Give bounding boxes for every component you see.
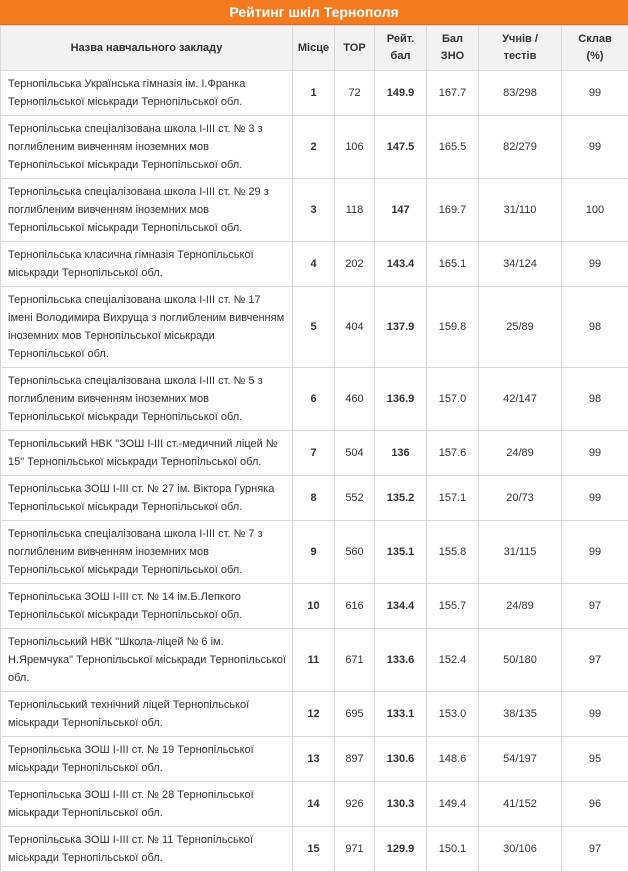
table-row [1,71,628,116]
top-cell: 118 [335,179,375,242]
top-cell: 560 [335,521,375,584]
zno-cell: 169.7 [427,179,479,242]
rating-cell: 137.9 [375,287,427,368]
top-cell: 404 [335,287,375,368]
rating-cell: 136.9 [375,368,427,431]
place-cell: 4 [293,242,335,287]
students-cell: 25/89 [479,287,562,368]
rating-cell: 135.1 [375,521,427,584]
place-cell: 5 [293,287,335,368]
top-cell: 552 [335,476,375,521]
pass-cell: 99 [562,242,628,287]
school-name-cell: Тернопільська ЗОШ І-ІІІ ст. № 19 Тернопільської міськради Тернопільської обл. [1,737,293,782]
rating-cell: 147 [375,179,427,242]
place-cell: 2 [293,116,335,179]
zno-cell: 165.5 [427,116,479,179]
zno-cell: 153.0 [427,692,479,737]
zno-cell: 152.4 [427,629,479,692]
top-cell: 671 [335,629,375,692]
students-cell: 82/279 [479,116,562,179]
school-name-cell: Тернопільська ЗОШ І-ІІІ ст. № 11 Тернопільської міськради Тернопільської обл. [1,827,293,872]
school-name-cell: Тернопільська класична гімназія Тернопільської міськради Тернопільської обл. [1,242,293,287]
header-place: Місце [293,26,335,71]
students-cell: 34/124 [479,242,562,287]
zno-cell: 157.6 [427,431,479,476]
zno-cell: 155.7 [427,584,479,629]
table-header-row [1,26,628,71]
table-body [1,71,628,872]
top-cell: 616 [335,584,375,629]
school-name-cell: Тернопільська ЗОШ І-ІІІ ст. № 14 ім.Б.Лепкого Тернопільської міськради Тернопільської обл. [1,584,293,629]
zno-cell: 167.7 [427,71,479,116]
students-cell: 83/298 [479,71,562,116]
rating-cell: 129.9 [375,827,427,872]
table-row [1,476,628,521]
school-name-cell: Тернопільський технічний ліцей Тернопільської міськради Тернопільської обл. [1,692,293,737]
school-name-cell: Тернопільська спеціалізована школа І-ІІІ ст. № 5 з поглибленим вивченням іноземних мов Тернопільської міськради Тернопільської обл. [1,368,293,431]
pass-cell: 99 [562,431,628,476]
header-zno [427,26,479,71]
zno-cell: 150.1 [427,827,479,872]
place-cell: 14 [293,782,335,827]
place-cell: 15 [293,827,335,872]
school-name-cell: Тернопільський НВК "Школа-ліцей № 6 ім. Н.Яремчука" Тернопільської міськради Тернопільської обл. [1,629,293,692]
top-cell: 202 [335,242,375,287]
table-row [1,584,628,629]
rating-cell: 133.1 [375,692,427,737]
header-pass [562,26,628,71]
header-students-line1: Учнів / [502,33,538,45]
students-cell: 20/73 [479,476,562,521]
rating-cell: 130.3 [375,782,427,827]
pass-cell: 97 [562,584,628,629]
top-cell: 72 [335,71,375,116]
place-cell: 3 [293,179,335,242]
pass-cell: 97 [562,827,628,872]
place-cell: 10 [293,584,335,629]
header-rating-line2: бал [391,50,411,62]
rating-cell: 147.5 [375,116,427,179]
table-row [1,521,628,584]
students-cell: 24/89 [479,584,562,629]
header-pass-line1: Склав [578,33,611,45]
table-row [1,431,628,476]
place-cell: 7 [293,431,335,476]
zno-cell: 157.0 [427,368,479,431]
pass-cell: 98 [562,287,628,368]
top-cell: 106 [335,116,375,179]
header-students [479,26,562,71]
pass-cell: 98 [562,368,628,431]
school-name-cell: Тернопільська спеціалізована школа І-ІІІ ст. № 17 імені Володимира Вихруща з поглибленим вивченням іноземних мов Тернопільської міськради Тернопільської обл. [1,287,293,368]
place-cell: 11 [293,629,335,692]
table-row [1,287,628,368]
students-cell: 24/89 [479,431,562,476]
header-zno-line2: ЗНО [441,50,464,62]
place-cell: 12 [293,692,335,737]
students-cell: 42/147 [479,368,562,431]
header-pass-line2: (%) [586,50,603,62]
pass-cell: 99 [562,476,628,521]
table-row [1,116,628,179]
school-name-cell: Тернопільська спеціалізована школа І-ІІІ ст. № 3 з поглибленим вивченням іноземних мов Тернопільської міськради Тернопільської обл. [1,116,293,179]
top-cell: 971 [335,827,375,872]
students-cell: 50/180 [479,629,562,692]
place-cell: 6 [293,368,335,431]
students-cell: 38/135 [479,692,562,737]
zno-cell: 157.1 [427,476,479,521]
pass-cell: 99 [562,71,628,116]
page-title: Рейтинг шкіл Тернополя [0,0,628,25]
place-cell: 8 [293,476,335,521]
header-name: Назва навчального закладу [1,26,293,71]
table-row [1,737,628,782]
table-row [1,827,628,872]
table-row [1,368,628,431]
table-row [1,242,628,287]
table-row [1,179,628,242]
rating-cell: 136 [375,431,427,476]
table-row [1,629,628,692]
pass-cell: 95 [562,737,628,782]
zno-cell: 148.6 [427,737,479,782]
table-row [1,692,628,737]
zno-cell: 165.1 [427,242,479,287]
ranking-table [0,25,628,872]
school-name-cell: Тернопільська спеціалізована школа І-ІІІ ст. № 7 з поглибленим вивченням іноземних мов Тернопільської міськради Тернопільської обл. [1,521,293,584]
pass-cell: 99 [562,116,628,179]
students-cell: 31/110 [479,179,562,242]
place-cell: 9 [293,521,335,584]
top-cell: 504 [335,431,375,476]
rating-cell: 133.6 [375,629,427,692]
header-students-line2: тестів [504,50,537,62]
rating-cell: 134.4 [375,584,427,629]
header-rating-line1: Рейт. [387,33,414,45]
place-cell: 1 [293,71,335,116]
school-name-cell: Тернопільська Українська гімназія ім. І.Франка Тернопільської міськради Тернопільської обл. [1,71,293,116]
pass-cell: 100 [562,179,628,242]
students-cell: 31/115 [479,521,562,584]
rating-cell: 149.9 [375,71,427,116]
top-cell: 926 [335,782,375,827]
pass-cell: 99 [562,521,628,584]
school-name-cell: Тернопільська ЗОШ І-ІІІ ст. № 27 ім. Віктора Гурняка Тернопільської міськради Тернопільської обл. [1,476,293,521]
top-cell: 897 [335,737,375,782]
pass-cell: 97 [562,629,628,692]
place-cell: 13 [293,737,335,782]
header-top: TOP [335,26,375,71]
header-rating [375,26,427,71]
table-row [1,782,628,827]
header-zno-line1: Бал [442,33,463,45]
students-cell: 54/197 [479,737,562,782]
pass-cell: 99 [562,692,628,737]
rating-cell: 130.6 [375,737,427,782]
students-cell: 30/106 [479,827,562,872]
top-cell: 460 [335,368,375,431]
rating-cell: 143.4 [375,242,427,287]
top-cell: 695 [335,692,375,737]
school-name-cell: Тернопільський НВК "ЗОШ І-ІІІ ст.-медичний ліцей № 15" Тернопільської міськради Тернопільської обл. [1,431,293,476]
school-name-cell: Тернопільська ЗОШ І-ІІІ ст. № 28 Тернопільської міськради Тернопільської обл. [1,782,293,827]
zno-cell: 155.8 [427,521,479,584]
pass-cell: 96 [562,782,628,827]
students-cell: 41/152 [479,782,562,827]
zno-cell: 149.4 [427,782,479,827]
zno-cell: 159.8 [427,287,479,368]
school-name-cell: Тернопільська спеціалізована школа І-ІІІ ст. № 29 з поглибленим вивченням іноземних мов Тернопільської міськради Тернопільської обл. [1,179,293,242]
rating-cell: 135.2 [375,476,427,521]
